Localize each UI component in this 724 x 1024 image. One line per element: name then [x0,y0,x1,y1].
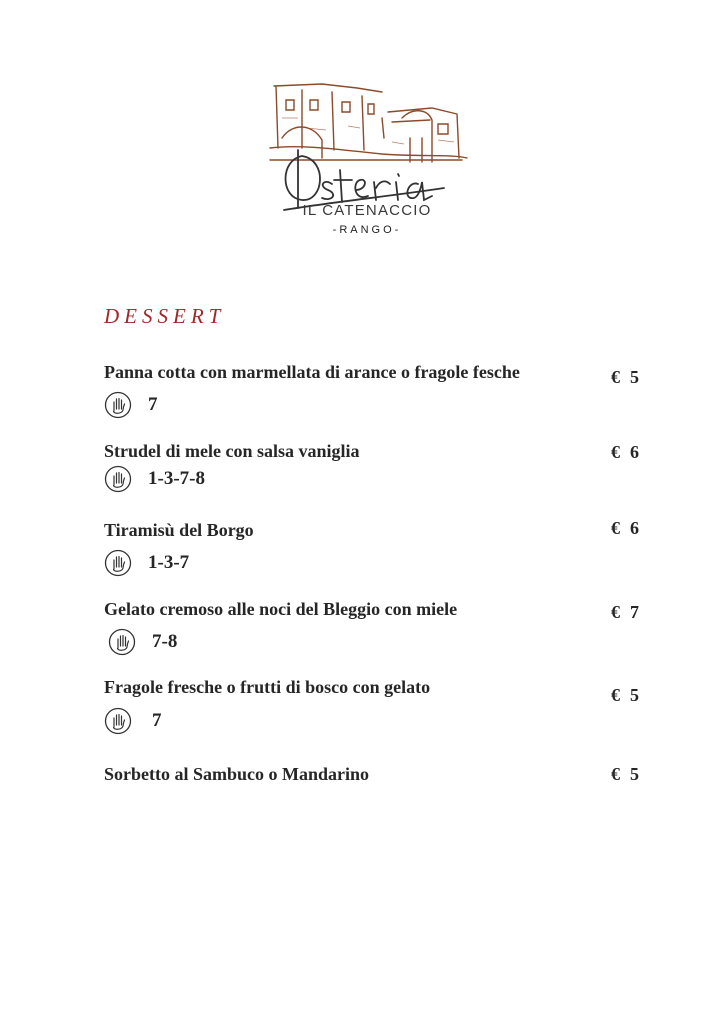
allergen-codes: 1-3-7-8 [148,468,205,489]
item-name: Tiramisù del Borgo [104,520,254,540]
allergen-row [104,707,162,735]
item-name: Sorbetto al Sambuco o Mandarino [104,764,370,784]
allergen-codes: 7 [148,394,158,415]
item-price [611,442,639,463]
logo-image [262,78,472,248]
allergen-row [104,549,189,577]
logo-subtitle: IL CATENACCIO [302,202,432,219]
item-name: Strudel di mele con salsa vaniglia [104,441,360,461]
currency-symbol: € [611,764,620,784]
item-name: Panna cotta con marmellata di arance o fragole fesche [104,362,520,382]
currency-symbol: € [611,685,620,705]
item-name: Fragole fresche o frutti di bosco con gelato [104,677,431,697]
hand-allergen-icon [104,707,132,735]
price-value: 5 [630,685,639,705]
price-value: 6 [630,442,639,462]
item-price [611,518,639,539]
price-value: 7 [630,602,639,622]
item-name: Gelato cremoso alle noci del Bleggio con miele [104,599,458,619]
price-value: 5 [630,367,639,387]
allergen-codes: 7-8 [152,631,178,652]
currency-symbol: € [611,367,620,387]
allergen-row [108,628,177,656]
item-price [611,367,639,388]
currency-symbol: € [611,442,620,462]
hand-allergen-icon [104,391,132,419]
price-value: 6 [630,518,639,538]
hand-allergen-icon [104,465,132,493]
allergen-codes: 7 [152,710,162,731]
logo-place: -RANGO- [332,224,402,236]
section-title: DESSERT [104,304,226,328]
currency-symbol: € [611,518,620,538]
currency-symbol: € [611,602,620,622]
item-price [611,685,639,706]
allergen-row [104,391,158,419]
hand-allergen-icon [104,549,132,577]
item-price [611,764,639,785]
hand-allergen-icon [108,628,136,656]
allergen-codes: 1-3-7 [148,552,190,573]
item-price [611,602,639,623]
price-value: 5 [630,764,639,784]
allergen-row [104,465,205,493]
